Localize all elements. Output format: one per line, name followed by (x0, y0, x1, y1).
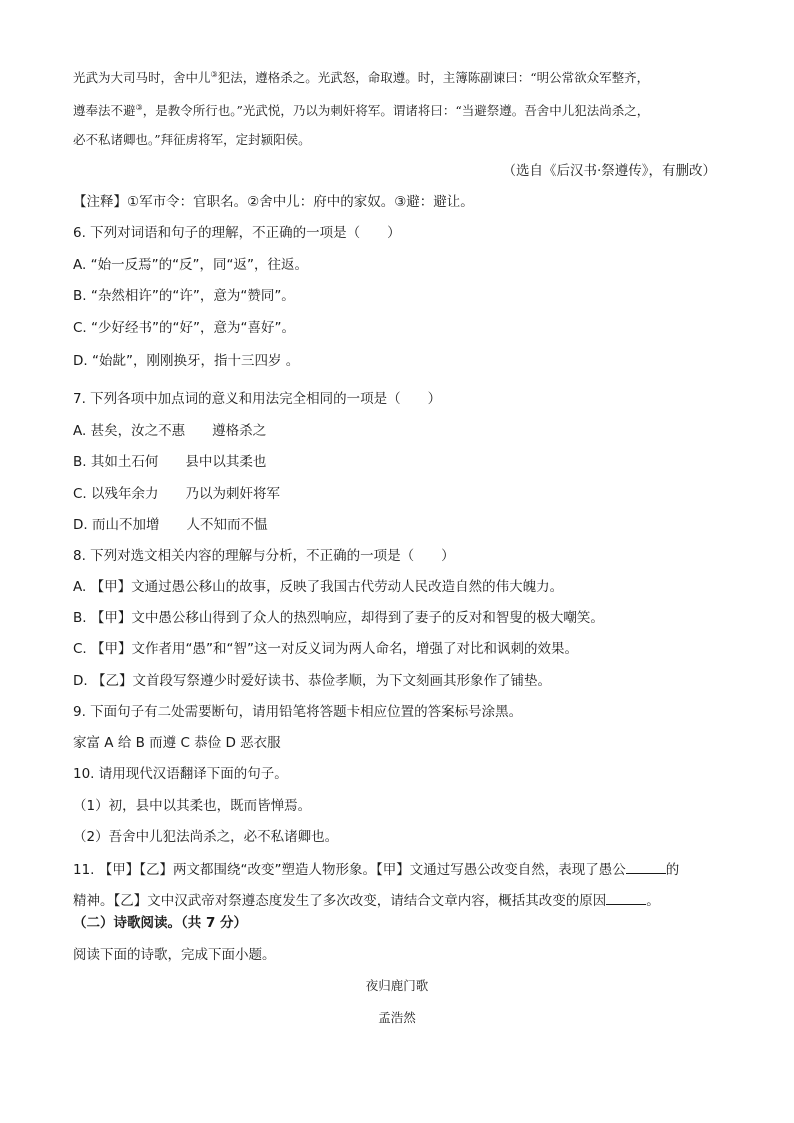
q8-option-d: D. 【乙】文首段写祭遵少时爱好读书、恭俭孝顺，为下文刻画其形象作了铺垫。 (73, 673, 551, 689)
q11-text-2: 的 (665, 862, 680, 878)
q11-line-2 (73, 891, 660, 910)
q9-sentence: 家富 A 给 B 而遵 C 恭俭 D 恶衣服 (73, 735, 281, 751)
q11-answer-blank-1[interactable] (626, 860, 666, 874)
q11-text-4: 。 (646, 893, 660, 909)
poem-author: 孟浩然 (378, 1010, 416, 1025)
passage-source: （选自《后汉书·祭遵传》，有删改） (502, 163, 716, 179)
q7-option-b: B. 其如土石何 县中以其柔也 (73, 454, 267, 470)
q8-option-c: C. 【甲】文作者用“愚”和“智”这一对反义词为两人命名，增强了对比和讽刺的效果。 (73, 641, 578, 657)
passage-line-1-start: 光武为大司马时，舍中儿 (73, 70, 211, 86)
passage-line-1 (73, 66, 649, 87)
q7-option-c: C. 以残年余力 乃以为刺奸将军 (73, 486, 281, 502)
q10-sentence-2: （2）吾舍中儿犯法尚杀之，必不私诸卿也。 (73, 829, 339, 845)
q11-text-3: 精神。【乙】文中汉武帝对祭遵态度发生了多次改变，请结合文章内容，概括其改变的原因 (73, 893, 607, 909)
q7-stem: 7. 下列各项中加点词的意义和用法完全相同的一项是（ ） (73, 391, 442, 407)
footnote-marker: ③ (135, 103, 143, 112)
passage-line-2-start: 遵奉法不避 (73, 103, 136, 119)
q8-stem: 8. 下列对选文相关内容的理解与分析，不正确的一项是（ ） (73, 548, 455, 564)
section-2-intro: 阅读下面的诗歌，完成下面小题。 (73, 947, 276, 963)
q11-line-1 (73, 860, 679, 879)
q8-option-b: B. 【甲】文中愚公移山得到了众人的热烈响应，却得到了妻子的反对和智叟的极大嘲笑。 (73, 610, 604, 626)
section-2-title: （二）诗歌阅读。（共 7 分） (73, 915, 248, 931)
q6-option-d: D. “始龀”，刚刚换牙，指十三四岁 。 (73, 353, 300, 369)
annotation-notes: 【注释】①军市令：官职名。②舍中儿：府中的家奴。③避：避让。 (73, 194, 474, 210)
q10-stem: 10. 请用现代汉语翻译下面的句子。 (73, 766, 288, 782)
q9-stem: 9. 下面句子有二处需要断句，请用铅笔将答题卡相应位置的答案标号涂黑。 (73, 704, 523, 720)
q6-option-b: B. “杂然相许”的“许”，意为“赞同”。 (73, 288, 295, 304)
passage-line-3: 必不私诸卿也。”拜征虏将军，定封颍阳侯。 (73, 132, 311, 147)
q6-stem: 6. 下列对词语和句子的理解，不正确的一项是（ ） (73, 225, 401, 241)
footnote-marker: ③ (210, 70, 218, 79)
q7-option-d: D. 而山不加增 人不知而不愠 (73, 517, 268, 533)
passage-line-2 (73, 99, 649, 120)
q8-option-a: A. 【甲】文通过愚公移山的故事，反映了我国古代劳动人民改造自然的伟大魄力。 (73, 579, 564, 595)
q11-answer-blank-2[interactable] (606, 891, 646, 905)
passage-line-1-end: 犯法，遵格杀之。光武怒，命取遵。时，主簿陈副谏曰：“明公常欲众军整齐， (217, 70, 650, 86)
q6-option-a: A. “始一反焉”的“反”，同“返”，往返。 (73, 257, 309, 273)
q7-option-a: A. 甚矣，汝之不惠 遵格杀之 (73, 423, 267, 439)
passage-line-2-end: ，是教令所行也。”光武悦，乃以为刺奸将军。谓诸将曰：“当避祭遵。吾舍中儿犯法尚杀之， (142, 103, 650, 119)
q11-text-1: 11. 【甲】【乙】两文都围绕“改变”塑造人物形象。【甲】文通过写愚公改变自然，表现了愚公 (73, 862, 626, 878)
q6-option-c: C. “少好经书”的“好”，意为“喜好”。 (73, 320, 295, 336)
q10-sentence-1: （1）初，县中以其柔也，既而皆惮焉。 (73, 798, 312, 814)
poem-title: 夜归鹿门歌 (365, 978, 429, 993)
